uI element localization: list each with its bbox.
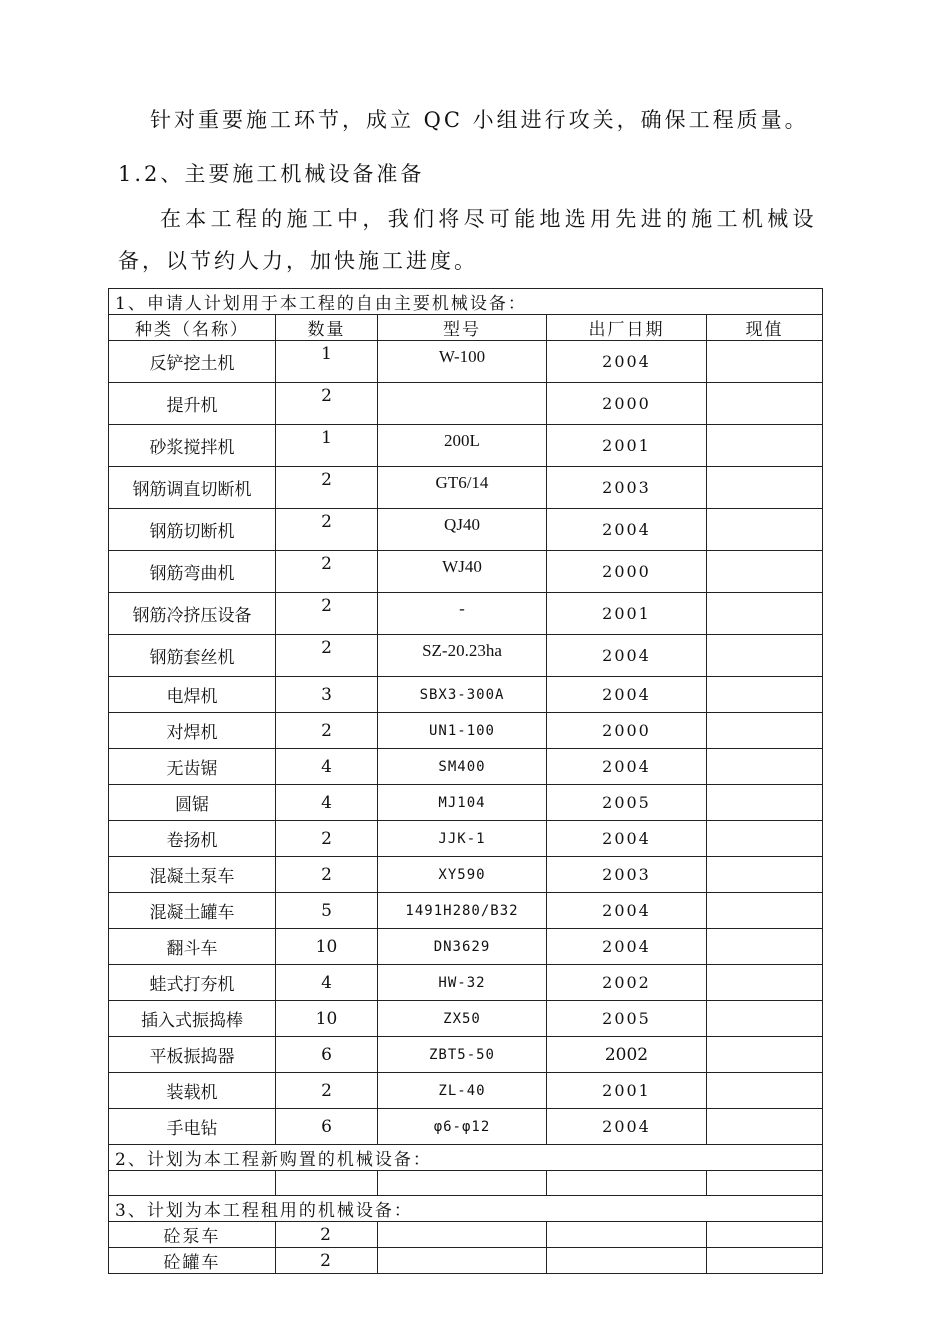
equipment-table (108, 288, 823, 1274)
cell-quantity: 6 (276, 1037, 378, 1073)
cell-year: 2004 (547, 341, 707, 383)
table-row (109, 1001, 823, 1037)
cell-model: 1491H280/B32 (378, 893, 547, 929)
table-row (109, 857, 823, 893)
paragraph-qc-group: 针对重要施工环节，成立 QC 小组进行攻关，确保工程质量。 (150, 108, 809, 132)
cell-name: 反铲挖土机 (109, 341, 276, 383)
cell-year: 2000 (547, 383, 707, 425)
cell-quantity: 2 (276, 1248, 378, 1274)
cell-quantity: 2 (276, 857, 378, 893)
cell-name: 蛙式打夯机 (109, 965, 276, 1001)
table-header-row (109, 315, 823, 341)
cell-name: 平板振捣器 (109, 1037, 276, 1073)
cell-quantity: 3 (276, 677, 378, 713)
cell-quantity: 2 (276, 467, 378, 509)
table-row (109, 713, 823, 749)
cell-model: SZ-20.23ha (378, 635, 547, 677)
cell-quantity: 4 (276, 965, 378, 1001)
cell-year: 2000 (547, 551, 707, 593)
cell-value (707, 749, 823, 785)
section-rental-equipment: 3、计划为本工程租用的机械设备： (109, 1196, 823, 1222)
cell-model: ZBT5-50 (378, 1037, 547, 1073)
cell-empty (378, 1248, 547, 1274)
cell-model: WJ40 (378, 551, 547, 593)
cell-model: SM400 (378, 749, 547, 785)
cell-quantity: 2 (276, 551, 378, 593)
cell-year: 2001 (547, 593, 707, 635)
table-row (109, 341, 823, 383)
cell-model: φ6-φ12 (378, 1109, 547, 1145)
cell-name: 翻斗车 (109, 929, 276, 965)
section-purchase-equipment: 2、计划为本工程新购置的机械设备： (109, 1145, 823, 1171)
cell-year: 2001 (547, 425, 707, 467)
cell-value (707, 893, 823, 929)
cell-name: 装载机 (109, 1073, 276, 1109)
cell-name: 混凝土罐车 (109, 893, 276, 929)
table-row (109, 467, 823, 509)
table-row (109, 1073, 823, 1109)
cell-empty (109, 1171, 276, 1196)
table-row (109, 1037, 823, 1073)
cell-name: 插入式振捣棒 (109, 1001, 276, 1037)
cell-name: 对焊机 (109, 713, 276, 749)
cell-value (707, 509, 823, 551)
table-row-empty (109, 1171, 823, 1196)
cell-year: 2004 (547, 821, 707, 857)
cell-quantity: 2 (276, 1222, 378, 1248)
cell-value (707, 965, 823, 1001)
cell-name: 卷扬机 (109, 821, 276, 857)
cell-model: W-100 (378, 341, 547, 383)
cell-year: 2002 (547, 1037, 707, 1073)
cell-name: 提升机 (109, 383, 276, 425)
cell-model: JJK-1 (378, 821, 547, 857)
cell-model: ZX50 (378, 1001, 547, 1037)
cell-empty (707, 1171, 823, 1196)
cell-year: 2000 (547, 713, 707, 749)
table-row (109, 965, 823, 1001)
cell-value (707, 929, 823, 965)
cell-model: XY590 (378, 857, 547, 893)
cell-name: 钢筋套丝机 (109, 635, 276, 677)
table-row (109, 749, 823, 785)
cell-model (378, 383, 547, 425)
cell-year: 2005 (547, 785, 707, 821)
cell-empty (276, 1171, 378, 1196)
cell-empty (707, 1248, 823, 1274)
table-row (109, 929, 823, 965)
cell-year: 2004 (547, 509, 707, 551)
table-row (109, 677, 823, 713)
cell-name: 钢筋冷挤压设备 (109, 593, 276, 635)
table-row (109, 1109, 823, 1145)
cell-value (707, 1001, 823, 1037)
header-type: 种类（名称） (109, 315, 276, 341)
table-row (109, 593, 823, 635)
header-value: 现值 (707, 315, 823, 341)
cell-quantity: 2 (276, 635, 378, 677)
cell-model: DN3629 (378, 929, 547, 965)
paragraph-machinery-line1: 在本工程的施工中，我们将尽可能地选用先进的施工机械设 (160, 207, 818, 231)
cell-value (707, 425, 823, 467)
cell-name: 砼泵车 (109, 1222, 276, 1248)
cell-name: 手电钻 (109, 1109, 276, 1145)
cell-name: 混凝土泵车 (109, 857, 276, 893)
cell-year: 2002 (547, 965, 707, 1001)
cell-year: 2004 (547, 929, 707, 965)
cell-model: - (378, 593, 547, 635)
cell-name: 无齿锯 (109, 749, 276, 785)
cell-name: 砼罐车 (109, 1248, 276, 1274)
cell-year: 2004 (547, 677, 707, 713)
cell-quantity: 10 (276, 1001, 378, 1037)
cell-value (707, 341, 823, 383)
cell-value (707, 467, 823, 509)
header-model: 型号 (378, 315, 547, 341)
table-row (109, 893, 823, 929)
cell-name: 圆锯 (109, 785, 276, 821)
table-row (109, 635, 823, 677)
cell-quantity: 1 (276, 425, 378, 467)
cell-quantity: 2 (276, 1073, 378, 1109)
cell-year: 2003 (547, 857, 707, 893)
cell-model: QJ40 (378, 509, 547, 551)
table-row (109, 785, 823, 821)
cell-value (707, 821, 823, 857)
cell-quantity: 10 (276, 929, 378, 965)
cell-model: SBX3-300A (378, 677, 547, 713)
cell-name: 钢筋调直切断机 (109, 467, 276, 509)
cell-quantity: 2 (276, 593, 378, 635)
cell-value (707, 551, 823, 593)
cell-model: HW-32 (378, 965, 547, 1001)
cell-model: UN1-100 (378, 713, 547, 749)
header-date: 出厂日期 (547, 315, 707, 341)
cell-empty (547, 1171, 707, 1196)
cell-model: MJ104 (378, 785, 547, 821)
cell-empty (378, 1171, 547, 1196)
cell-value (707, 713, 823, 749)
table-row (109, 425, 823, 467)
cell-quantity: 6 (276, 1109, 378, 1145)
cell-empty (547, 1248, 707, 1274)
cell-empty (378, 1222, 547, 1248)
cell-name: 砂浆搅拌机 (109, 425, 276, 467)
cell-model: GT6/14 (378, 467, 547, 509)
cell-empty (547, 1222, 707, 1248)
cell-name: 钢筋切断机 (109, 509, 276, 551)
cell-value (707, 1109, 823, 1145)
table-row-rental (109, 1248, 823, 1274)
cell-value (707, 1037, 823, 1073)
cell-empty (707, 1222, 823, 1248)
cell-year: 2003 (547, 467, 707, 509)
cell-quantity: 4 (276, 785, 378, 821)
cell-value (707, 593, 823, 635)
table-row (109, 551, 823, 593)
cell-quantity: 2 (276, 383, 378, 425)
table-row (109, 383, 823, 425)
cell-year: 2004 (547, 749, 707, 785)
cell-model: ZL-40 (378, 1073, 547, 1109)
section-heading-machinery: 1.2、主要施工机械设备准备 (118, 162, 425, 186)
cell-value (707, 857, 823, 893)
cell-name: 钢筋弯曲机 (109, 551, 276, 593)
cell-year: 2001 (547, 1073, 707, 1109)
paragraph-machinery-line2: 备，以节约人力，加快施工进度。 (118, 249, 478, 273)
cell-value (707, 1073, 823, 1109)
cell-value (707, 635, 823, 677)
table-row (109, 509, 823, 551)
table-row-rental (109, 1222, 823, 1248)
cell-quantity: 5 (276, 893, 378, 929)
cell-name: 电焊机 (109, 677, 276, 713)
cell-year: 2004 (547, 1109, 707, 1145)
cell-value (707, 383, 823, 425)
cell-value (707, 785, 823, 821)
cell-quantity: 4 (276, 749, 378, 785)
section-own-equipment: 1、申请人计划用于本工程的自由主要机械设备： (109, 289, 823, 315)
cell-year: 2004 (547, 893, 707, 929)
cell-quantity: 2 (276, 713, 378, 749)
cell-quantity: 2 (276, 821, 378, 857)
table-row (109, 821, 823, 857)
cell-year: 2004 (547, 635, 707, 677)
cell-quantity: 1 (276, 341, 378, 383)
cell-quantity: 2 (276, 509, 378, 551)
cell-value (707, 677, 823, 713)
cell-year: 2005 (547, 1001, 707, 1037)
header-quantity: 数量 (276, 315, 378, 341)
cell-model: 200L (378, 425, 547, 467)
